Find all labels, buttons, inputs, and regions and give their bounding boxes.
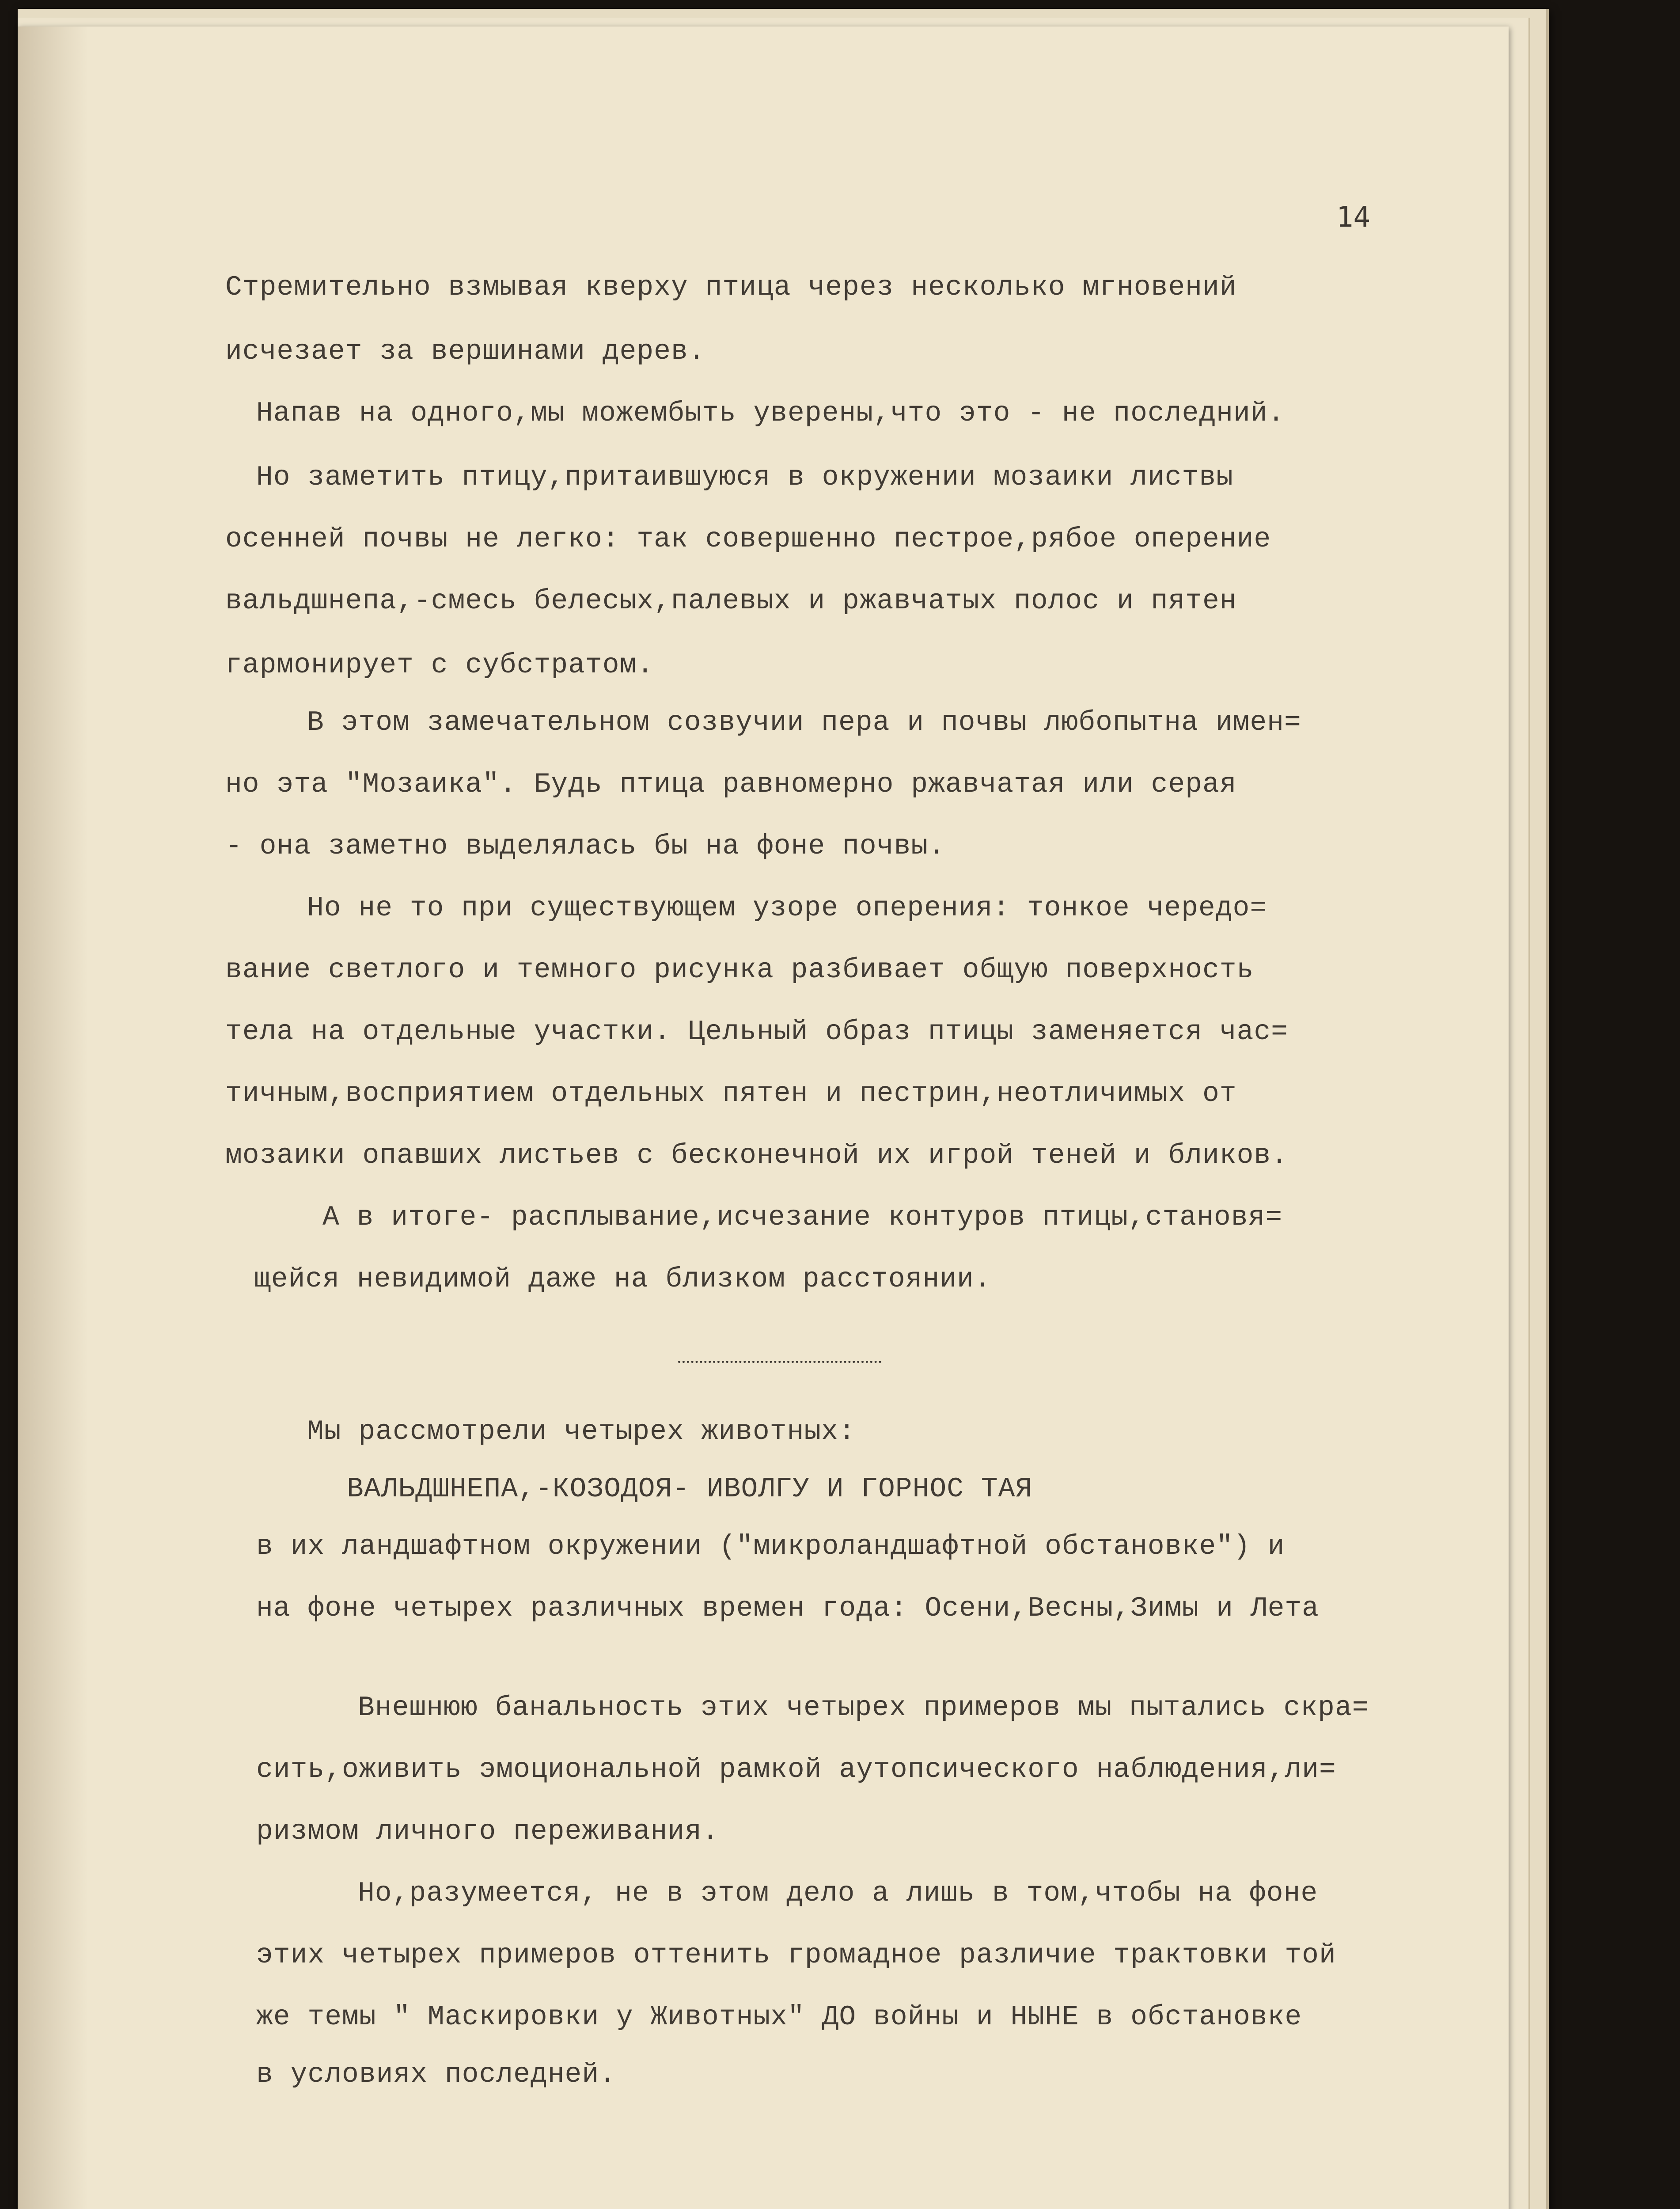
- page-number: 14: [1336, 201, 1371, 234]
- typewritten-page: [18, 27, 1509, 2209]
- text-line: ризмом личного переживания.: [256, 1816, 719, 1847]
- text-line: ВАЛЬДШНЕПА,-КОЗОДОЯ- ИВОЛГУ И ГОРНОС ТАЯ: [347, 1473, 1033, 1505]
- text-line: мозаики опавших листьев с бесконечной их игрой теней и бликов.: [225, 1140, 1288, 1171]
- text-line: Но,разумеется, не в этом дело а лишь в том,чтобы на фоне: [358, 1878, 1318, 1909]
- text-line: осенней почвы не легко: так совершенно пестрое,рябое оперение: [225, 524, 1271, 555]
- text-line: тела на отдельные участки. Цельный образ птицы заменяется час=: [225, 1016, 1288, 1048]
- text-line: Напав на одного,мы можембыть уверены,что это - не последний.: [256, 398, 1285, 429]
- text-line: вальдшнепа,-смесь белесых,палевых и ржавчатых полос и пятен: [225, 585, 1237, 617]
- text-line: тичным,восприятием отдельных пятен и пестрин,неотличимых от: [225, 1078, 1237, 1109]
- text-line: Но заметить птицу,притаившуюся в окружении мозаики листвы: [256, 462, 1233, 493]
- text-line: Внешнюю банальность этих четырех примеров мы пытались скра=: [358, 1692, 1369, 1723]
- section-divider: [678, 1361, 881, 1363]
- text-line: - она заметно выделялась бы на фоне почвы.: [225, 831, 945, 862]
- text-line: сить,оживить эмоциональной рамкой аутопсического наблюдения,ли=: [256, 1754, 1336, 1785]
- binding-shadow: [18, 27, 88, 2209]
- text-line: в условиях последней.: [256, 2059, 616, 2090]
- text-line: вание светлого и темного рисунка разбивает общую поверхность: [225, 954, 1254, 986]
- text-line: щейся невидимой даже на близком расстоянии.: [254, 1264, 991, 1295]
- text-line: гармонирует с субстратом.: [225, 649, 654, 681]
- text-line: в их ландшафтном окружении ("микроландшафтной обстановке") и: [256, 1531, 1285, 1562]
- text-line: исчезает за вершинами дерев.: [225, 336, 705, 367]
- text-line: на фоне четырех различных времен года: Осени,Весны,Зимы и Лета: [256, 1593, 1319, 1624]
- text-line: А в итоге- расплывание,исчезание контуров птицы,становя=: [322, 1202, 1283, 1233]
- text-line: Мы рассмотрели четырех животных:: [307, 1416, 856, 1447]
- text-line: но эта "Мозаика". Будь птица равномерно ржавчатая или серая: [225, 769, 1237, 800]
- text-line: Стремительно взмывая кверху птица через несколько мгновений: [225, 272, 1237, 303]
- text-line: В этом замечательном созвучии пера и почвы любопытна имен=: [307, 707, 1301, 738]
- text-line: этих четырех примеров оттенить громадное различие трактовки той: [256, 1940, 1336, 1971]
- text-line: же темы " Маскировки у Животных" ДО войны и НЫНЕ в обстановке: [256, 2001, 1302, 2033]
- text-line: Но не то при существующем узоре оперения: тонкое чередо=: [307, 892, 1267, 924]
